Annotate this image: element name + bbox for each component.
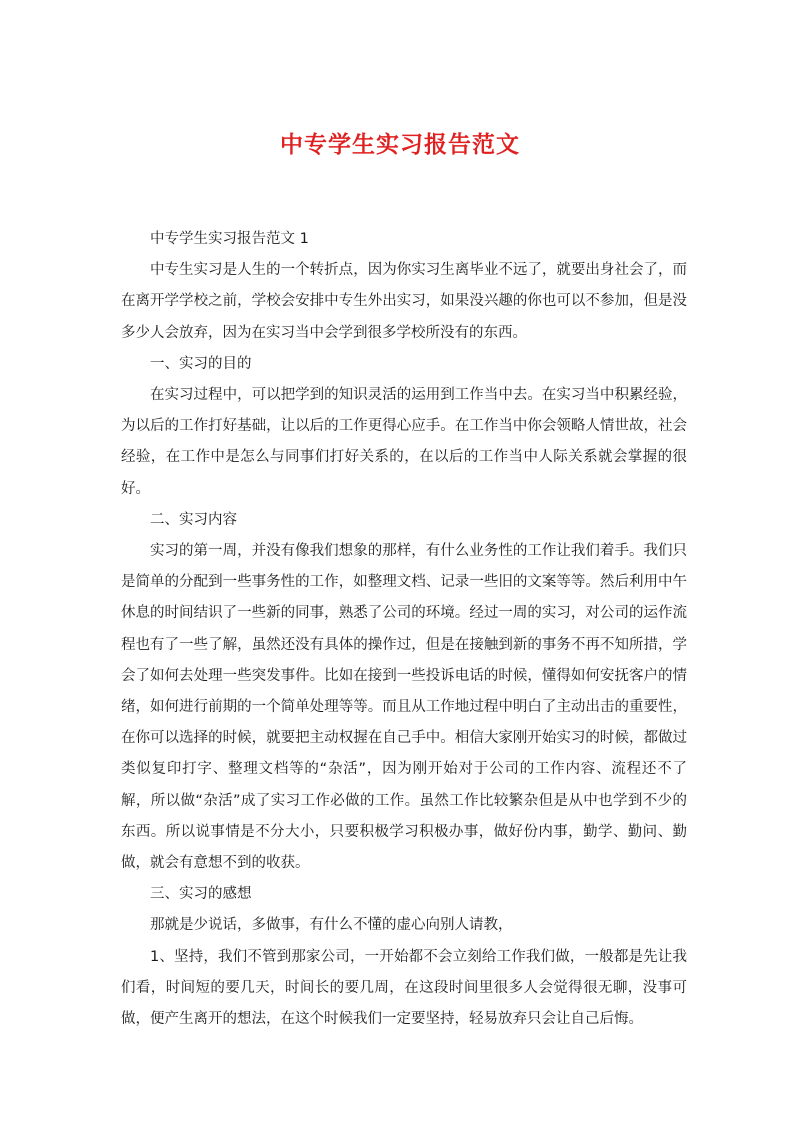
document-paragraph: 在实习过程中，可以把学到的知识灵活的运用到工作当中去。在实习当中积累经验，为以后的工作打好基础，让以后的工作更得心应手。在工作当中你会领略人情世故，社会经验，在工作中是怎么与同事们打好关系的，在以后的工作当中人际关系就会掌握的很好。 <box>121 387 687 497</box>
section-heading: 二、实习内容 <box>150 511 237 528</box>
document-body <box>121 224 687 1035</box>
document-paragraph: 中专学生实习报告范文 1 <box>150 231 309 247</box>
document-paragraph: 1、坚持，我们不管到那家公司，一开始都不会立刻给工作我们做，一般都是先让我们看，时间短的要几天，时间长的要几周，在这段时间里很多人会觉得很无聊，没事可做，便产生离开的想法，在这个时候我们一定要坚持，轻易放弃只会让自己后悔。 <box>121 948 687 1028</box>
document-paragraph: 那就是少说话，多做事，有什么不懂的虚心向别人请教， <box>150 917 513 934</box>
section-heading: 一、实习的目的 <box>150 355 252 372</box>
document-paragraph: 实习的第一周，并没有像我们想象的那样，有什么业务性的工作让我们着手。我们只是简单的分配到一些事务性的工作，如整理文档、记录一些旧的文案等等。然后利用中午休息的时间结识了一些新的同事，熟悉了公司的环境。经过一周的实习，对公司的运作流程也有了一些了解，虽然还没有具体的操作过，但是在接触到新的事务不再不知所措，学会了如何去处理一些突发事件。比如在接到一些投诉电话的时候，懂得如何安抚客户的情绪，如何进行前期的一个简单处理等等。而且从工作地过程中明白了主动出击的重要性，在你可以选择的时候，就要把主动权握在自己手中。相信大家刚开始实习的时候，都做过类似复印打字、整理文档等的“杂活”，因为刚开始对于公司的工作内容、流程还不了解，所以做“杂活”成了实习工作必做的工作。虽然工作比较繁杂但是从中也学到不少的东西。所以说事情是不分大小，只要积极学习积极办事，做好份内事，勤学、勤问、勤做，就会有意想不到的收获。 <box>121 543 687 872</box>
section-heading: 三、实习的感想 <box>150 886 252 903</box>
document-paragraph: 中专生实习是人生的一个转折点，因为你实习生离毕业不远了，就要出身社会了，而在离开学学校之前，学校会安排中专生外出实习，如果没兴趣的你也可以不参加，但是没多少人会放弃，因为在实习当中会学到很多学校所没有的东西。 <box>121 262 687 341</box>
document-title: 中专学生实习报告范文 <box>280 131 520 158</box>
